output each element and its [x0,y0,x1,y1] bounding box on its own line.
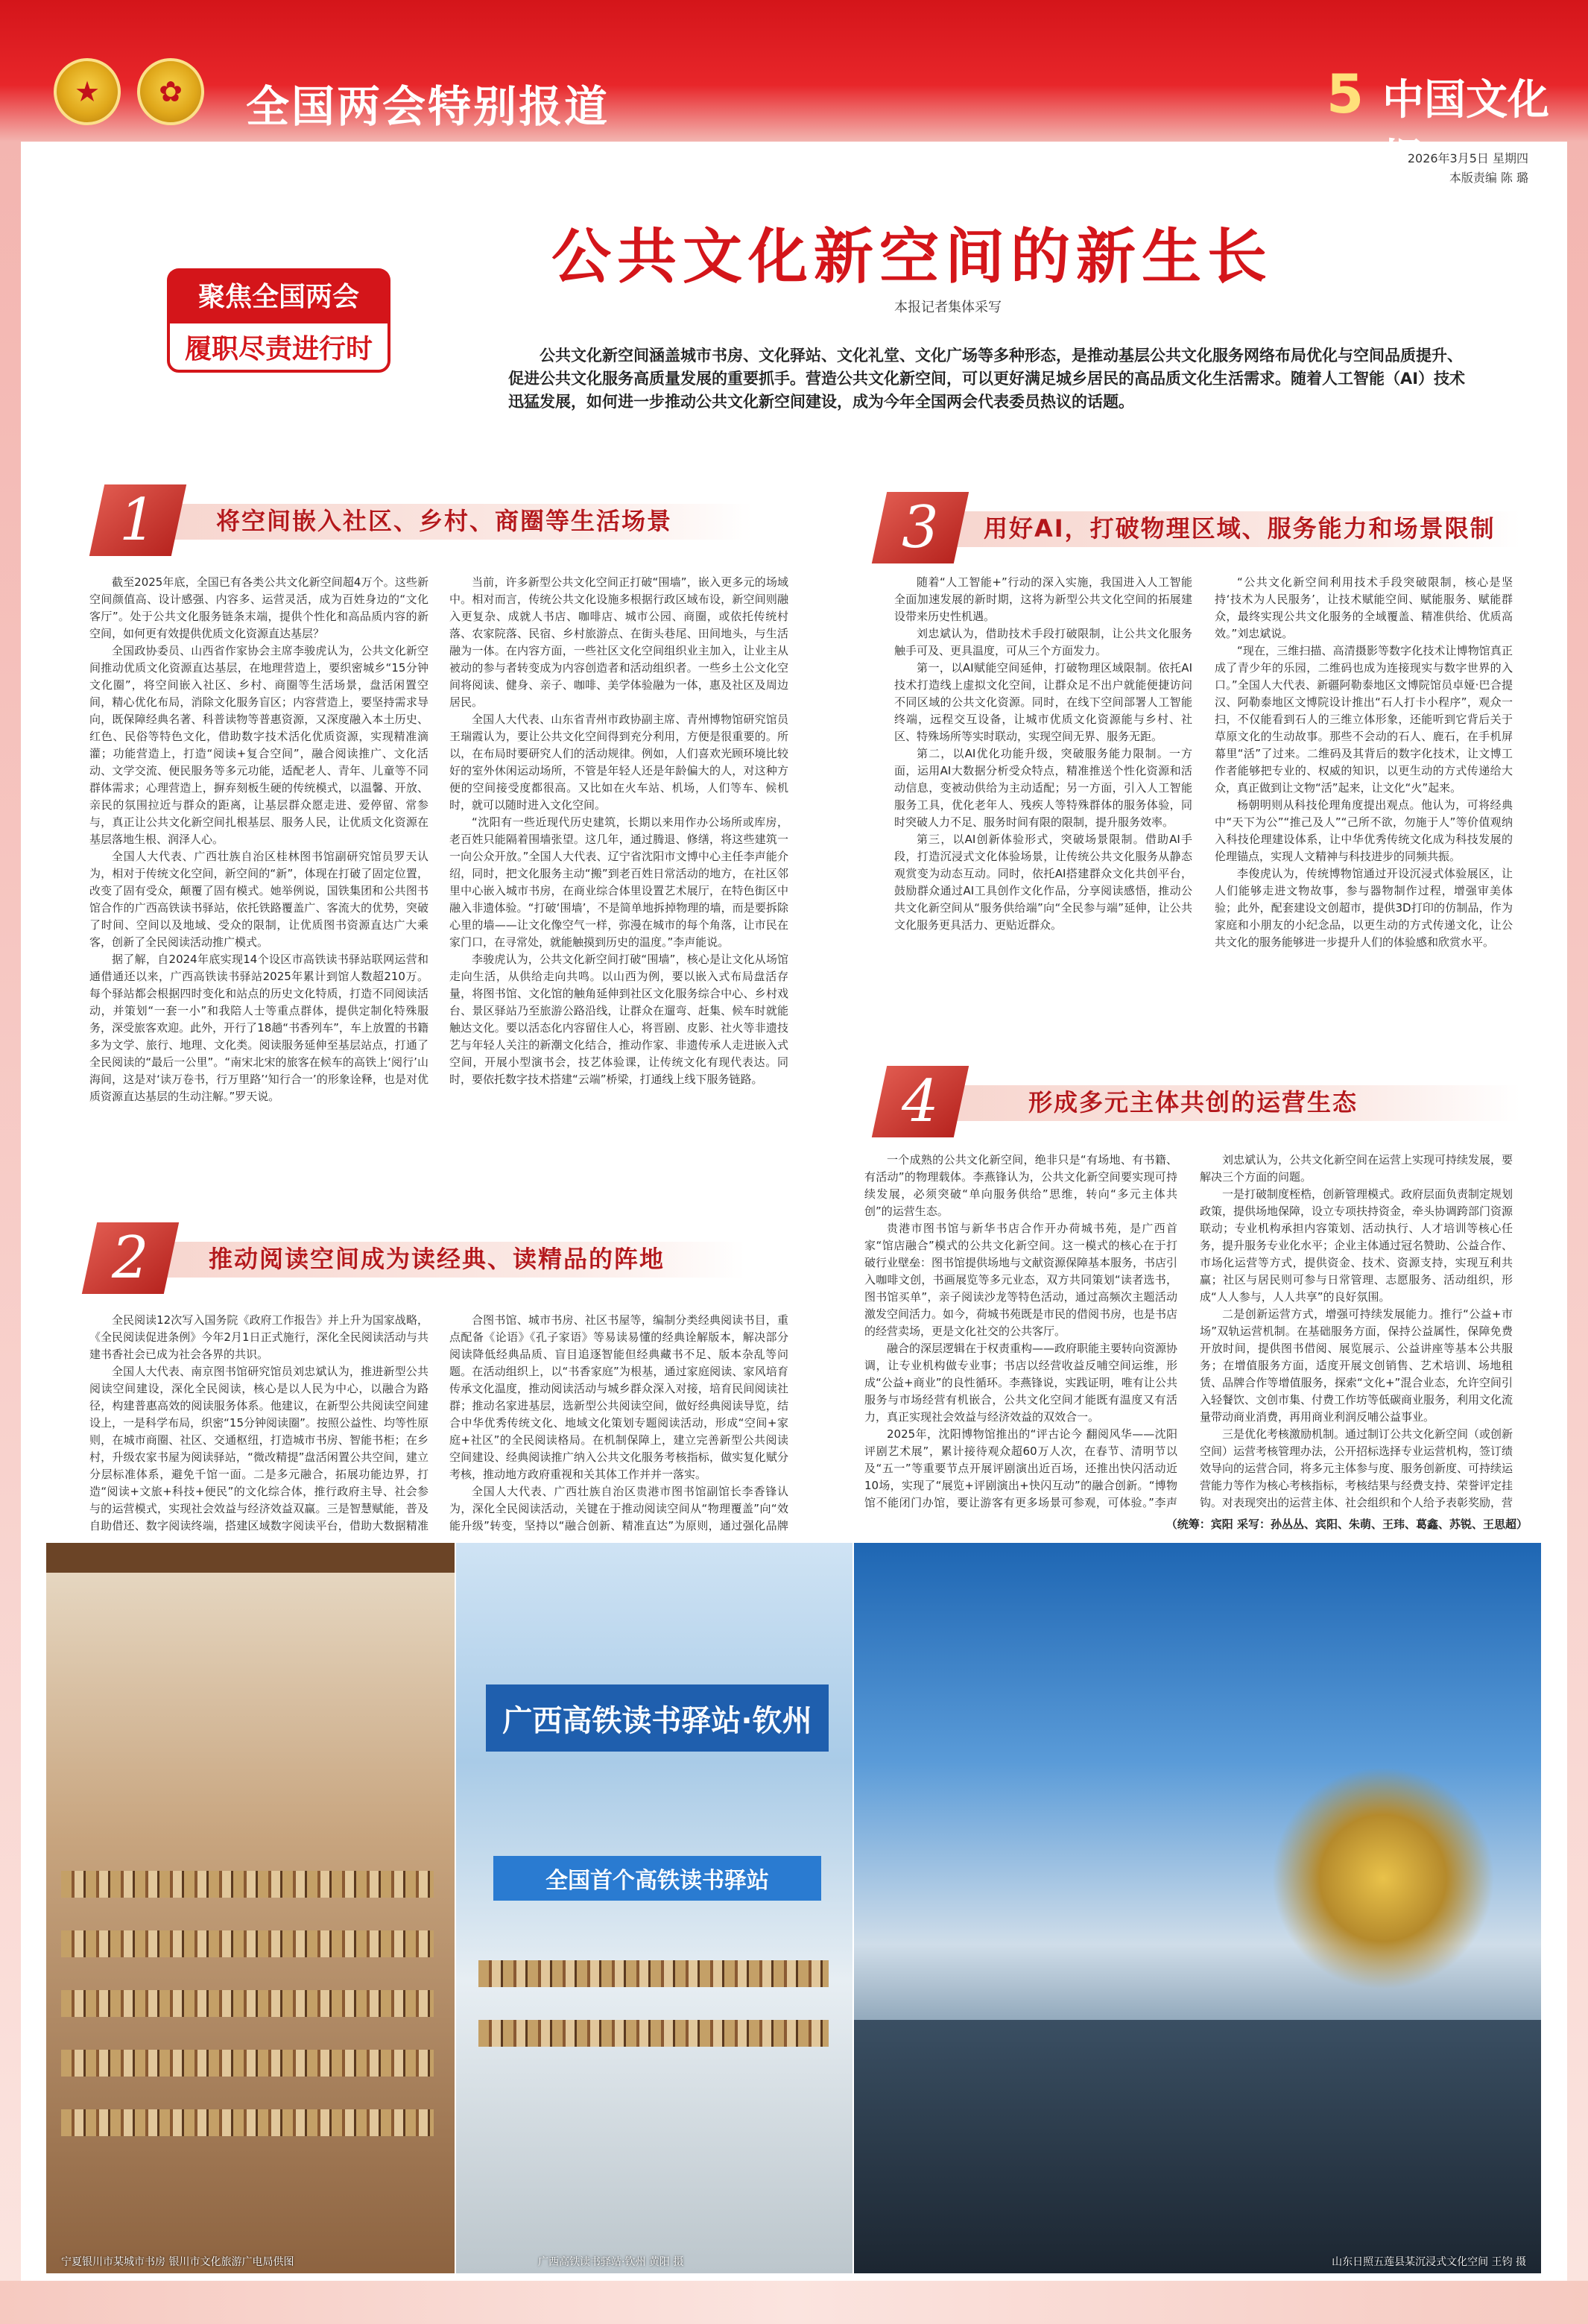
paragraph: “现在，三维扫描、高清摄影等数字化技术让博物馆真正成了青少年的乐园，二维码也成为连接现实与数字世界的入口。”全国人大代表、新疆阿勒泰地区文博院馆员卓娅·巴合提汉、阿勒泰地区文博院设计推出“石人打卡小程序”，观众一扫，不仅能看到石人的三维立体形象，还能听到它背后关于草原文化的生动故事。那些不会动的石人、鹿石，在手机屏幕里“活”了过来。二维码及其背后的数字化技术，让文博工作者能够把专业的、权威的知识，以更生动的方式传递给大众，真正做到让文物“活”起来，让文化“火”起来。 [1215,644,1513,795]
badge-bottom-text: 履职尽责进行时 [167,321,390,373]
paragraph: 第二，以AI优化功能升级，突破服务能力限制。一方面，运用AI大数据分析受众特点，精准推送个性化资源和活动信息，变被动供给为主动适配；另一方面，引入人工智能服务工具，优化老年人、残疾人等特殊群体的服务体验，同时突破人力不足、服务时间有限的限制，提升服务效率。 [894,747,1192,829]
paragraph: 贵港市图书馆与新华书店合作开办荷城书苑，是广西首家“馆店融合”模式的公共文化新空间。这一模式的核心在于打破行业壁垒：图书馆提供场地与文献资源保障基本服务，书店引入咖啡文创，书画展览等多元业态，双方共同策划“读者选书，图书馆买单”，亲子阅读沙龙等特色活动，通过高频次主题活动激发空间活力。如今，荷城书苑既是市民的借阅书房，也是书店的经营卖场，更是文化社交的公共客厅。 [864,1222,1177,1338]
section-number: 2 [112,1225,149,1292]
section-2-column-b [449,1312,788,1535]
paragraph: 全国人大代表、广西壮族自治区贵港市图书馆副馆长李香锋认为，深化全民阅读活动，关键在于推动阅读空间从“物理覆盖”向“效能升级”转变，坚持以“融合创新、精准直达”为原则，通过强化品牌 [449,1485,788,1532]
section-number-box [89,484,186,556]
paragraph: 全国政协委员、山西省作家协会主席李骏虎认为，公共文化新空间推动优质文化资源直达基层，在地理营造上，要织密城乡“15分钟文化圈”，将空间嵌入社区、乡村、商圈等生活场景，盘活闲置空间，精心优化布局，消除文化服务盲区；内容营造上，要坚持需求导向，既保障经典名著、科普读物等普惠资源，又深度融入本土历史、红色、民俗等特色文化，借助数字技术活化优质资源，实现精准滴灌；功能营造上，打造“阅读+复合空间”，融合阅读推广、文化活动、文学交流、便民服务等多元功能，适配老人、青年、儿童等不同群体需求；心理营造上，摒弃刻板生硬的传统模式，以温馨、开放、亲民的氛围拉近与群众的距离，让基层群众愿走进、爱停留、常参与，真正让公共文化新空间扎根基层、服务人民，让优质文化资源在基层落地生根、润泽人心。 [89,644,428,846]
page-edge-right [1567,142,1588,2281]
bookshelf-row [61,2109,434,2136]
station-sub-sign: 全国首个高铁读书驿站 [493,1856,821,1901]
paragraph: 杨朝明则从科技伦理角度提出观点。他认为，可将经典中“天下为公”“推己及人”“己所不欲，勿施于人”等价值观纳入科技伦理建设体系，让中华优秀传统文化成为科技发展的伦理锚点，实现人文精神与科技进步的同频共振。 [1215,798,1513,863]
photo-caption: 广西高铁读书驿站·钦州 黄阳 摄 [538,2256,684,2268]
bookshelf-row [61,1930,434,1957]
paragraph: 融合的深层逻辑在于权责重构——政府职能主要转向资源协调，让专业机构做专业事；书店以经营收益反哺空间运维，形成“公益+商业”的良性循环。李燕锋说，实践证明，唯有让公共服务与市场经营有机嵌合，公共文化空间才能既有温度又有活力，真正实现社会效益与经济效益的双效合一。 [864,1342,1177,1424]
article-lead: 公共文化新空间涵盖城市书房、文化驿站、文化礼堂、文化广场等多种形态，是推动基层公共文化服务网络布局优化与空间品质提升、促进公共文化服务高质量发展的重要抓手。营造公共文化新空间，可以更好满足城乡居民的高品质文化生活需求。随着人工智能（AI）技术迅猛发展，如何进一步推动公共文化新空间建设，成为今年全国两会代表委员热议的话题。 [508,347,1466,411]
section-2-heading [89,1222,745,1294]
paragraph: 当前，许多新型公共文化空间正打破“围墙”，嵌入更多元的场域中。相对而言，传统公共文化设施多根据行政区域布设，新空间则融入更复杂、成就人书店、咖啡店、城市公园、商圈，或依托传统村落、农家院落、民宿、乡村旅游点、在街头巷尾、田间地头，与生活融为一体。在内容方面，一些社区文化空间组织业主加入，让业主从被动的参与者转变成为内容创造者和活动组织者。一些乡土公文化空间将阅读、健身、亲子、咖啡、美学体验融为一体，惠及社区及周边居民。 [449,575,788,709]
paragraph: 刘忠斌认为，借助技术手段打破限制，让公共文化服务触手可及、更具温度，可从三个方面发力。 [894,627,1192,657]
paragraph: 2025年，沈阳博物馆推出的“评古论今 翻阅风华——沈阳评剧艺术展”，累计接待观众超60万人次，在春节、清明节以及“五一”等重要节点开展评剧演出近百场，还推出快闪活动近10场，实现了“展览+评剧演出+快闪互动”的融合创新。“博物馆不能闭门办馆，要让游客有更多场景可参观，可体验。”李声 [864,1427,1177,1509]
badge-top-text: 聚焦全国两会 [167,268,390,321]
page-footer [0,2281,1588,2324]
section-3-heading [879,492,1535,563]
focus-badge [167,268,390,373]
section-title-text: 推动阅读空间成为读经典、读精品的阵地 [209,1245,665,1273]
bookshelf-row [61,1990,434,2017]
photo-caption: 宁夏银川市某城市书房 银川市文化旅游广电局供图 [61,2256,294,2268]
paragraph: 一个成熟的公共文化新空间，绝非只是“有场地、有书籍、有活动”的物理载体。李燕锋认为，公共文化新空间要实现可持续发展，必须突破“单向服务供给”思维，转向“多元主体共创”的运营生态。 [864,1153,1177,1218]
credits-line: （统筹：宾阳 采写：孙丛丛、宾阳、朱萌、王玮、葛鑫、苏锐、王思超） [1165,1518,1528,1531]
article-title: 公共文化新空间的新生长 [551,221,1273,291]
paragraph: 二是创新运营方式，增强可持续发展能力。推行“公益+市场”双轨运营机制。在基础服务方面，保持公益属性，保障免费开放时间，提供图书借阅、展览展示、公益讲座等基本公共服务；在增值服务方面，适度开展文创销售、艺术培训、场地租赁、品牌合作等增值服务，探索“文化+”混合业态，允许空间引入轻餐饮、文创市集、付费工作坊等低碳商业服务，利用文化流量带动商业消费，再用商业利润反哺公益事业。 [1200,1307,1513,1424]
section-number: 4 [902,1068,939,1135]
section-4-column-a [864,1152,1177,1509]
page-edge-left [0,142,21,2281]
section-4-column-b [1200,1152,1513,1509]
paragraph: 全民阅读12次写入国务院《政府工作报告》并上升为国家战略，《全民阅读促进条例》今年2月1日正式施行，深化全民阅读活动与共建书香社会已成为社会各界的共识。 [89,1313,428,1361]
section-4-heading [879,1066,1535,1137]
paragraph: 全国人大代表、广西壮族自治区桂林图书馆副研究馆员罗天认为，相对于传统文化空间，新空间的“新”，体现在打破了固定位置，改变了固有受众，颠覆了固有模式。她举例说，国铁集团和公共图书馆合作的广西高铁读书驿站，依托铁路覆盖广、客流大的优势，突破了时间、空间以及地域、受众的限制，让优质图书资源直达广大乘客，创新了全民阅读活动推广模式。 [89,850,428,949]
paragraph: 合图书馆、城市书房、社区书屋等，编制分类经典阅读书目，重点配备《论语》《孔子家语》等易读易懂的经典诠解版本，解决部分阅读降低经典品质、盲目追逐智能但经典藏书不足、版本杂乱等问题。在活动组织上，以“书香家庭”为根基，通过家庭阅读、家风培育传承文化温度，推动阅读活动与城乡群众深入对接，培育民间阅读社群；推动名家进基层，选新型公共阅读空间，做好经典阅读导览，结合中华优秀传统文化、地域文化策划专题阅读活动，形成“空间+家庭+社区”的全民阅读格局。在机制保障上，建立完善新型公共阅读空间建设、经典阅读推广纳入公共文化服务考核指标，做实复化赋分考核，推动地方政府重视和关其体工作并并一落实。 [449,1313,788,1481]
paragraph: 李俊虎认为，传统博物馆通过开设沉浸式体验展区，让人们能够走进文物故事，参与器物制作过程，增强审美体验；此外，配套建设文创超市，提供3D打印的仿制品，作为家庭和小朋友的小纪念品，以更生动的方式传递文化，让公共文化的服务能够进一步提升人们的体验感和欣赏水平。 [1215,867,1513,949]
section-number: 3 [902,494,939,561]
bookshelf-row [61,2050,434,2077]
paragraph: 据了解，自2024年底实现14个设区市高铁读书驿站联网运营和通借通还以来，广西高铁读书驿站2025年累计到馆人数超210万。每个驿站都会根据四时变化和站点的历史文化特质，打造不同阅读活动，并策划“一套一小”和我陪人士等重点群体，提供定制化特殊服务，深受旅客欢迎。此外，开行了18趟“书香列车”，车上放置的书籍多为文学、旅行、地理、文化类。阅读服务延伸至基层站点，打通了全民阅读的“最后一公里”。“南宋北宋的旅客在候车的高铁上‘阅行’山海间，这是对‘读万卷书，行万里路’‘知行合一’的形象诠释，也是对优质资源直达基层的生动注解。”罗天说。 [89,953,428,1103]
section-3-column-b [1215,574,1513,991]
section-title: 全国两会特别报道 [246,81,610,132]
section-title-text: 将空间嵌入社区、乡村、商圈等生活场景 [216,507,673,535]
issue-date: 2026年3月5日 星期四 [1407,151,1528,165]
paragraph: 第三，以AI创新体验形式，突破场景限制。借助AI手段，打造沉浸式文化体验场景，让传统公共文化服务从静态观赏变为动态互动。同时，依托AI搭建群众文化共创平台，鼓励群众通过AI工具创作文化作品，分享阅读感悟，推动公共文化新空间从“服务供给端”向“全民参与端”延伸，让公共文化服务更具活力、更贴近群众。 [894,833,1192,932]
crowd-silhouette [854,2020,1541,2273]
section-1-heading [97,484,753,556]
bookshelf-row [478,1960,829,1987]
paragraph: 第一，以AI赋能空间延伸，打破物理区域限制。依托AI技术打造线上虚拟文化空间，让群众足不出户就能便捷访问不同区域的公共文化资源。同时，在线下空间部署人工智能终端，远程交互设备，让城市优质文化资源能与乡村、社区、特殊场所等实时联动，实现空间无界、服务无距。 [894,661,1192,743]
paragraph: 三是优化考核激励机制。通过制订公共文化新空间（或创新空间）运营考核管理办法，公开招标选择专业运营机构，签订绩效导向的运营合同，将多元主体参与度、服务创新度、可持续运营能力等作为核心考核指标，考核结果与经费支持、荣誉评定挂钩。对表现突出的运营主体、社会组织和个人给予表彰奖励，营 [1200,1427,1513,1509]
section-title-text: 形成多元主体共创的运营生态 [1028,1088,1358,1117]
paragraph: 截至2025年底，全国已有各类公共文化新空间超4万个。这些新空间颜值高、设计感强、内容多、运营灵活，成为百姓身边的“文化客厅”。处于公共文化服务链条末端，提供个性化和高品质内容的新空间，如何更有效提供优质文化资源直达基层？ [89,575,428,640]
bookshelf-row [61,1871,434,1898]
paragraph: 全国人大代表、山东省青州市政协副主席、青州博物馆研究馆员王瑞霞认为，要让公共文化空间得到充分利用，方便是很重要的。所以，在布局时要研究人们的活动规律。例如，人们喜欢光顾环境比较好的室外休闲运动场所，不管是年轻人还是年龄偏大的人，对这种方便的空间接受度都很高。又比如在火车站、机场，人们等车、候机时，就可以随时进入文化空间。 [449,713,788,812]
article-byline: 本报记者集体采写 [894,300,1002,315]
paragraph: 一是打破制度桎梏，创新管理模式。政府层面负责制定规划政策，提供场地保障，设立专项扶持资金，牵头协调跨部门资源联动；专业机构承担内容策划、活动执行、人才培训等核心任务，提升服务专业化水平；企业主体通过冠名赞助、公益合作、市场化运营等方式，提供资金、技术、资源支持，实现互利共赢；社区与居民则可参与日常管理、志愿服务、活动组织，形成“人人参与，人人共享”的良好氛围。 [1200,1187,1513,1304]
paragraph: 随着“人工智能+”行动的深入实施，我国进入人工智能全面加速发展的新时期，这将为新型公共文化空间的拓展建设带来历史性机遇。 [894,575,1192,623]
ceiling-beam [46,1543,455,1573]
paragraph: “公共文化新空间利用技术手段突破限制，核心是坚持‘技术为人民服务’，让技术赋能空间、赋能服务、赋能群众，最终实现公共文化服务的全域覆盖、精准供给、优质高效。”刘忠斌说。 [1215,575,1513,640]
section-3-column-a [894,574,1192,991]
bookshelf-row [478,2020,829,2047]
section-number-box [872,492,969,563]
paragraph: “沈阳有一些近现代历史建筑，长期以来用作办公场所或库房，老百姓只能隔着围墙张望。这几年，通过腾退、修缮，将这些建筑一一向公众开放。”全国人大代表、辽宁省沈阳市文博中心主任李声能介绍，同时，把文化服务主动“搬”到老百姓日常活动的地方，在社区邻里中心嵌入城市书房，在商业综合体里设置艺术展厅，在特色街区中融入非遗体验。“打破‘围墙’，不是简单地拆掉物理的墙，而是要拆除心里的墙——让文化像空气一样，弥漫在城市的每个角落，让市民在家门口，在寻常处，就能触摸到历史的温度。”李声能说。 [449,815,788,949]
photo-bookstore [46,1543,455,2273]
paragraph: 李骏虎认为，公共文化新空间打破“围墙”，核心是让文化从场馆走向生活，从供给走向共鸣。以山西为例，要以嵌入式布局盘活存量，将图书馆、文化馆的触角延伸到社区文化服务综合中心、乡村戏台、景区驿站乃至旅游公路沿线，让群众在遛弯、赶集、候车时就能触达文化。要以活态化内容留住人心，将晋剧、皮影、社火等非遗技艺与年轻人关注的新潮文化结合，推动作家、非遗传承人走进嵌入式空间，开展小型演书会，技艺体验课，让传统文化有现代表达。同时，要依托数字技术搭建“云端”桥梁，打通线上线下服务链路。 [449,953,788,1086]
page-editor: 本版责编 陈 璐 [1449,171,1528,185]
section-title-text: 用好AI，打破物理区域、服务能力和场景限制 [984,514,1496,543]
cppcc-emblem-icon: ✿ [137,58,204,125]
paper-name: 中国文化报 [1382,75,1549,184]
section-number-box [872,1066,969,1137]
photo-immersive-space [854,1543,1541,2273]
photo-caption: 山东日照五莲县某沉浸式文化空间 王钧 摄 [1332,2256,1526,2268]
section-2-column-a [89,1312,428,1535]
station-sign: 广西高铁读书驿站·钦州 [486,1684,829,1752]
glowing-structure [1271,1766,1495,1990]
paragraph: 全国人大代表、南京图书馆研究馆员刘忠斌认为，推进新型公共阅读空间建设，深化全民阅读，核心是以人民为中心，以融合为路径，构建普惠高效的阅读服务体系。他建议，在新型公共阅读空间建设上，一是科学布局，织密“15分钟阅读圈”。按照公益性、均等性原则，在城市商圈、社区、交通枢纽，打造城市书房、智能书柜；在乡村，升级农家书屋为阅读驿站，“微改精提”盘活闲置公共空间，建立分层标准体系，避免千馆一面。二是多元融合，拓展功能边界，打造“阅读+文旅+科技+便民”的文化综合体，推行政府主导、社会参与的运营模式，实现社会效益与经济效益双赢。三是智慧赋能，普及自助借还、数字阅读终端，搭建区域数字阅读平台，借助大数据精准 [89,1365,428,1532]
photo-railway-reading-station [456,1543,852,2273]
paragraph: 刘忠斌认为，公共文化新空间在运营上实现可持续发展，要解决三个方面的问题。 [1200,1153,1513,1184]
section-number: 1 [119,487,156,554]
national-emblem-icon: ★ [54,58,121,125]
section-number-box [82,1222,179,1294]
page-number: 5 [1326,63,1364,125]
